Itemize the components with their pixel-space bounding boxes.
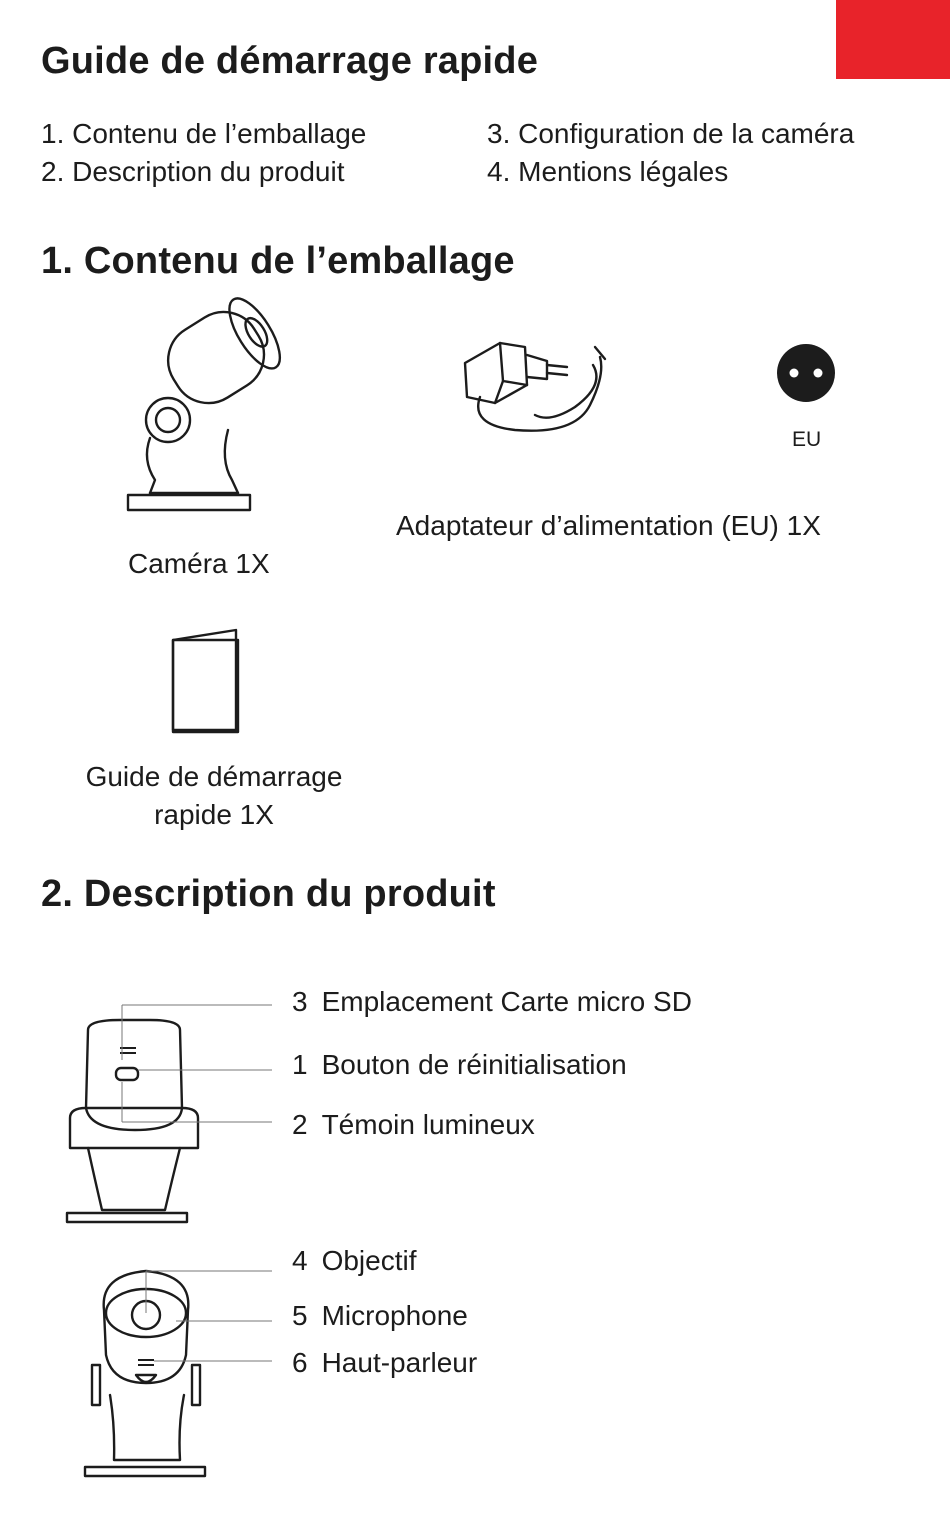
callout-lens [292,1245,417,1277]
callout-number: 1 [292,1049,308,1080]
eu-plug-icon [776,343,836,403]
camera-icon [120,310,260,520]
plug-type-label: EU [792,428,822,451]
toc-item-2[interactable]: 2. Description du produit [41,156,345,187]
toc-item-4[interactable]: 4. Mentions légales [487,156,729,187]
callout-label: Emplacement Carte micro SD [321,986,692,1017]
power-adapter-icon [455,335,615,440]
guide-caption [54,758,374,834]
guide-caption-line2: rapide 1X [154,799,274,830]
adapter-caption: Adaptateur d’alimentation (EU) 1X [396,510,821,541]
toc-column-right [487,115,854,191]
toc-item-3[interactable]: 3. Configuration de la caméra [487,118,855,149]
callout-number: 2 [292,1109,308,1140]
callout-microphone [292,1300,468,1332]
toc-item-1[interactable]: 1. Contenu de l’emballage [41,118,367,149]
booklet-icon [170,628,242,734]
section-heading-product-description: 2. Description du produit [41,873,496,915]
callout-number: 3 [292,986,308,1017]
camera-front-view-icon [80,1255,290,1485]
callout-speaker [292,1347,477,1379]
callout-microsd-slot [292,986,692,1018]
callout-label: Objectif [321,1245,417,1276]
toc-column-left [41,115,366,191]
callout-status-light [292,1109,535,1141]
callout-number: 6 [292,1347,308,1378]
red-corner-tab [836,0,950,79]
callout-label: Microphone [321,1300,468,1331]
callout-number: 5 [292,1300,308,1331]
callout-label: Bouton de réinitialisation [321,1049,627,1080]
camera-back-view-icon [60,990,290,1230]
callout-label: Témoin lumineux [321,1109,535,1140]
camera-caption: Caméra 1X [128,548,270,579]
callout-reset-button [292,1049,627,1081]
page-title: Guide de démarrage rapide [41,40,539,82]
section-heading-package-contents: 1. Contenu de l’emballage [41,240,515,282]
callout-label: Haut-parleur [321,1347,478,1378]
guide-caption-line1: Guide de démarrage [85,761,343,792]
callout-number: 4 [292,1245,308,1276]
